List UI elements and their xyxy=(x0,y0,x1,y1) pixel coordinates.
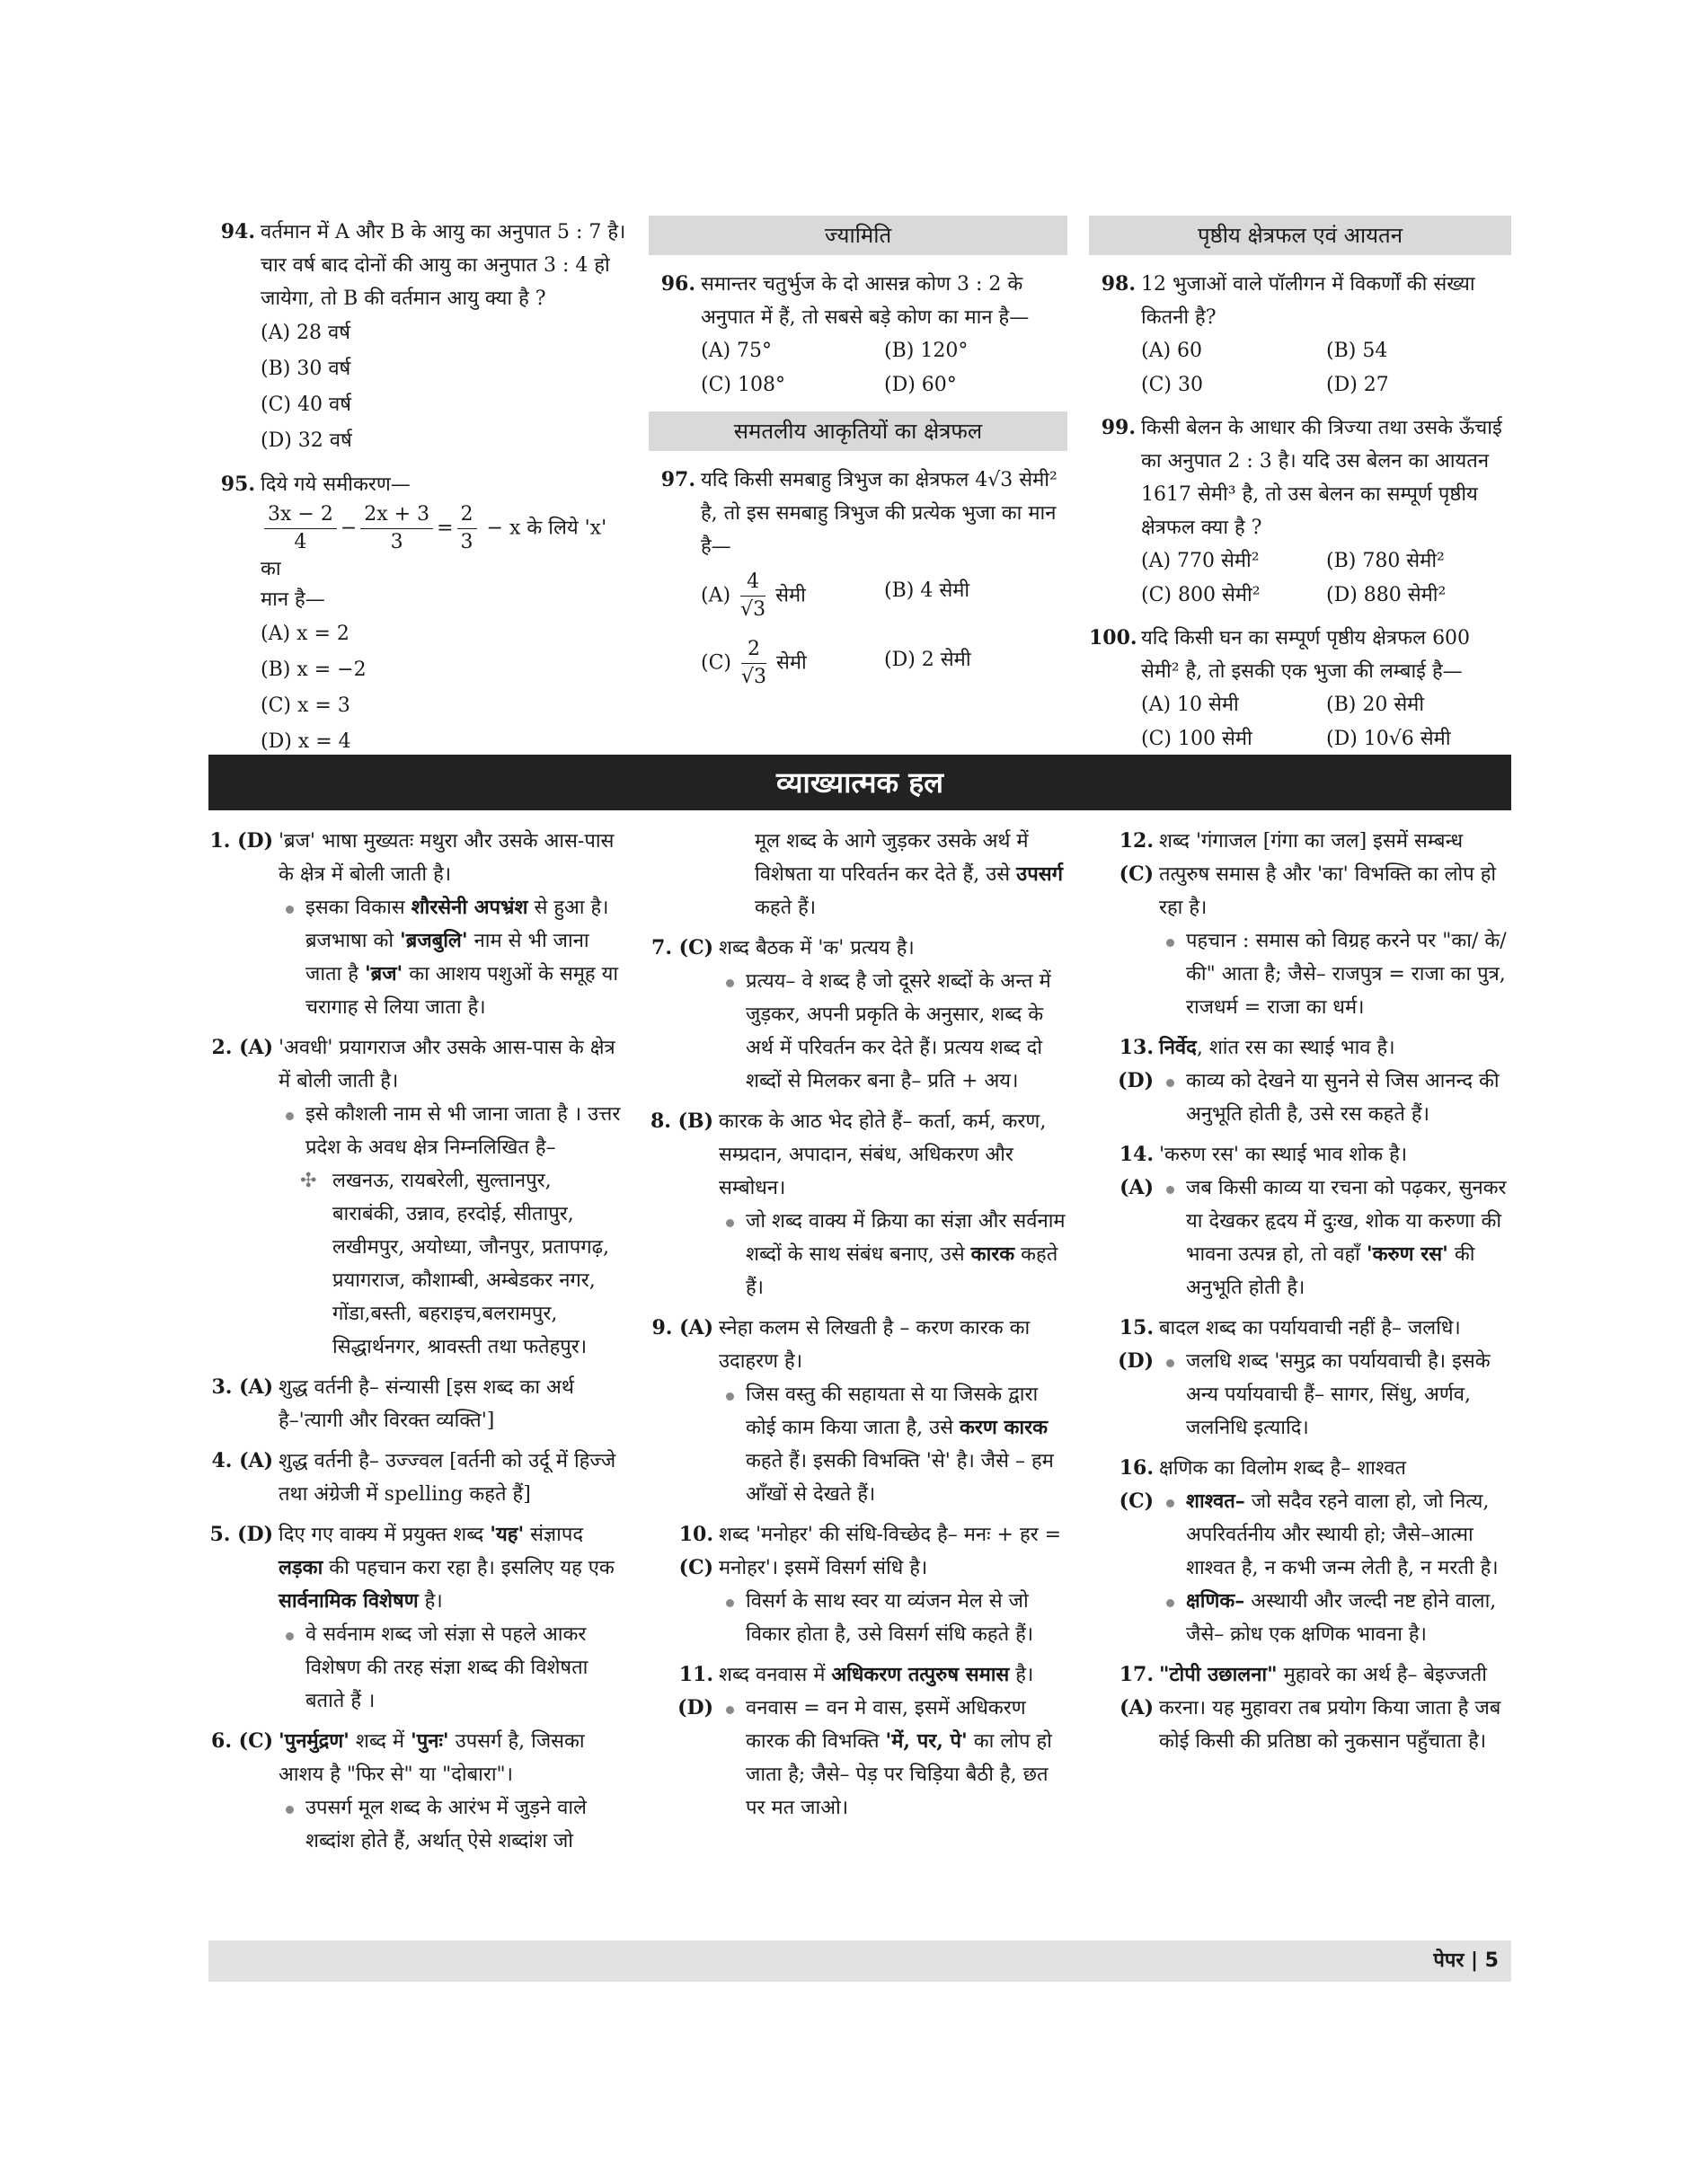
option-d: (D) 10√6 सेमी xyxy=(1326,728,1451,750)
option-c: (C) 108° xyxy=(701,374,785,396)
solution-6: 6. (C) 'पुनर्मुद्रण' शब्द में 'पुनः' उपसर्ग है, जिसका आशय है "फिर से" या "दोबारा"। उपसर्ग मूल शब्द के आरंभ में जुड़ने वाले शब्दांश होते हैं, अर्थात् ऐसे शब्दांश जो xyxy=(211,1729,587,1852)
section-heading-geometry: ज्यामिति xyxy=(649,216,1067,255)
option-a: (A) x = 2 xyxy=(261,623,350,645)
question-99: 99. किसी बेलन के आधार की त्रिज्या तथा उसके ऊँचाई का अनुपात 2 : 3 है। यदि उस बेलन का आयतन 1617 सेमी³ है, तो उस बेलन का सम्पूर्ण पृष्ठीय क्षेत्रफल क्या है ? (A) 770 सेमी² (B) 780 सेमी² (C) 800 सेमी² (D) 880 सेमी² xyxy=(1089,411,1511,613)
bullet-icon xyxy=(1166,1359,1174,1367)
bullet-icon xyxy=(1166,1599,1174,1607)
option-a: (A) 770 सेमी² xyxy=(1141,550,1260,572)
option-d: (D) 880 सेमी² xyxy=(1326,584,1447,606)
solution-5: 5. (D) दिए गए वाक्य में प्रयुक्त शब्द 'यह' संज्ञापद लड़का की पहचान करा रहा है। इसलिए यह एक सार्वनामिक विशेषण है। वे सर्वनाम शब्द जो संज्ञा से पहले आकर विशेषण की तरह संज्ञा शब्द की विशेषता बताते हैं । xyxy=(209,1523,615,1712)
solution-6-continued: मूल शब्द के आगे जुड़कर उसके अर्थ में विशेषता या परिवर्तन कर देते हैं, उसे उपसर्ग कहते हैं। xyxy=(755,830,1063,919)
solution-2: 2. (A) 'अवधी' प्रयागराज और उसके आस-पास के क्षेत्र में बोली जाती है। इसे कौशली नाम से भी जाना जाता है । उत्तर प्रदेश के अवध क्षेत्र निम्नलिखित है– ✣ लखनऊ, रायबरेली, सुल्तानपुर, बाराबंकी, उन्नाव, हरदोई, सीतापुर, लखीमपुर, अयोध्या, जौनपुर, प्रतापगढ़, प्रयागराज, कौशाम्बी, अम्बेडकर नगर, गोंडा,बस्ती, बहराइच,बलरामपुर, सिद्धार्थनगर, श्रावस्ती तथा फतेहपुर। xyxy=(211,1036,621,1358)
option-c: (C) $\frac{2}{√3}$ सेमी xyxy=(701,638,807,688)
bullet-icon xyxy=(726,1706,734,1714)
bullet-icon xyxy=(286,1806,294,1814)
bullet-icon xyxy=(286,1112,294,1120)
option-a: (A) 10 सेमी xyxy=(1141,694,1239,716)
question-100: 100. यदि किसी घन का सम्पूर्ण पृष्ठीय क्षेत्रफल 600 सेमी² है, तो इसकी एक भुजा की लम्बाई है— (A) 10 सेमी (B) 20 सेमी (C) 100 सेमी (D) 10√6 सेमी xyxy=(1089,622,1511,756)
option-c: (C) 800 सेमी² xyxy=(1141,584,1261,606)
question-95: 95. दिये गये समीकरण— $\frac{3x - 2}{4}$ − $\frac{2x + 3}{3}$ = $\frac{2}{3}$ − x के लिये 'x' का मान है— (A) x = 2 (B) x = −2 (C) x = 3 (D) x = 4 xyxy=(208,468,631,760)
question-94: 94. वर्तमान में A और B के आयु का अनुपात 5 : 7 है। चार वर्ष बाद दोनों की आयु का अनुपात 3 : 4 हो जायेगा, तो B की वर्तमान आयु क्या है ? (A) 28 वर्ष (B) 30 वर्ष (C) 40 वर्ष (D) 32 वर्ष xyxy=(208,216,631,459)
option-d: (D) 2 सेमी xyxy=(884,649,971,671)
solution-3: 3. (A) शुद्ध वर्तनी है– संन्यासी [इस शब्द का अर्थ है–'त्यागी और विरक्त व्यक्ति'] xyxy=(211,1375,574,1432)
option-b: (B) 20 सेमी xyxy=(1326,694,1425,716)
bullet-icon xyxy=(286,906,294,914)
question-column-2 xyxy=(649,216,1067,700)
bullet-icon xyxy=(1166,1499,1174,1507)
solution-16: 16. (C) क्षणिक का विलोम शब्द है– शाश्वत शाश्वत– जो सदैव रहने वाला हो, जो नित्य, अपरिवर्तनीय और स्थायी हो; जैसे–आत्मा शाश्वत है, न कभी जन्म लेती है, न मरती है। क्षणिक– अस्थायी और जल्दी नष्ट होने वाला, जैसे– क्रोध एक क्षणिक भावना है। xyxy=(1119,1456,1499,1646)
bullet-icon xyxy=(726,1392,734,1401)
option-d: (D) 60° xyxy=(884,374,957,396)
solution-4: 4. (A) शुद्ध वर्तनी है– उज्ज्वल [वर्तनी को उर्दू में हिज्जे तथा अंग्रेजी में spelling कहते हैं] xyxy=(211,1449,616,1506)
question-96: 96. समान्तर चतुर्भुज के दो आसन्न कोण 3 : 2 के अनुपात में हैं, तो सबसे बड़े कोण का मान है— (A) 75° (B) 120° (C) 108° (D) 60° xyxy=(649,268,1067,402)
solution-7: 7. (C) शब्द बैठक में 'क' प्रत्यय है। प्रत्यय– वे शब्द है जो दूसरे शब्दों के अन्त में जुड़कर, अपनी प्रकृति के अनुसार, शब्द के अर्थ में परिवर्तन कर देते हैं। प्रत्यय शब्द दो शब्दों से मिलकर बना है– प्रति + अय। xyxy=(651,936,1051,1092)
option-b: (B) 120° xyxy=(884,340,969,362)
solution-11: 11. (D) शब्द वनवास में अधिकरण तत्पुरुष समास है। वनवास = वन मे वास, इसमें अधिकरण कारक की विभक्ति 'में, पर, पे' का लोप हो जाता है; जैसे– पेड़ पर चिड़िया बैठी है, छत पर मत जाओ। xyxy=(677,1663,1052,1819)
option-a: (A) 60 xyxy=(1141,340,1203,362)
option-b: (B) 780 सेमी² xyxy=(1326,550,1445,572)
question-column-1 xyxy=(208,216,631,769)
solution-column-2 xyxy=(640,825,1073,1832)
page-number: पेपर | 5 xyxy=(1433,1949,1499,1972)
option-c: (C) x = 3 xyxy=(261,694,350,717)
bullet-icon xyxy=(726,979,734,987)
question-column-3 xyxy=(1089,216,1511,765)
option-d: (D) 27 xyxy=(1326,374,1389,396)
page-footer xyxy=(208,1940,1511,1982)
solution-1: 1. (D) 'ब्रज' भाषा मुख्यतः मथुरा और उसके आस-पास के क्षेत्र में बोली जाती है। इसका विकास शौरसेनी अपभ्रंश से हुआ है। ब्रजभाषा को 'ब्रजबुलि' नाम से भी जाना जाता है 'ब्रज' का आशय पशुओं के समूह या चरागाह से लिया जाता है। xyxy=(209,829,619,1019)
solution-14: 14. (A) 'करुण रस' का स्थाई भाव शोक है। जब किसी काव्य या रचना को पढ़कर, सुनकर या देखकर हृदय में दुःख, शोक या करुणा की भावना उत्पन्न हो, तो वहाँ 'करुण रस' की अनुभूति होती है। xyxy=(1119,1143,1507,1299)
solution-17: 17. (A) "टोपी उछालना" मुहावरे का अर्थ है– बेइज्जती करना। यह मुहावरा तब प्रयोग किया जाता है जब कोई किसी की प्रतिष्ठा को नुकसान पहुँचाता है। xyxy=(1119,1663,1501,1753)
option-c: (C) 100 सेमी xyxy=(1141,728,1252,750)
option-a: (A) $\frac{4}{√3}$ सेमी xyxy=(701,570,806,621)
option-d: (D) x = 4 xyxy=(261,730,351,753)
solution-column-1 xyxy=(199,825,624,1865)
option-c: (C) 40 वर्ष xyxy=(261,393,351,416)
option-b: (B) 54 xyxy=(1326,340,1388,362)
bullet-icon xyxy=(726,1219,734,1227)
solution-15: 15. (D) बादल शब्द का पर्यायवाची नहीं है– जलधि। जलधि शब्द 'समुद्र का पर्यायवाची है। इसके अन्य पर्यायवाची हैं– सागर, सिंधु, अर्णव, जलनिधि इत्यादि। xyxy=(1118,1316,1491,1439)
star-bullet-icon: ✣ xyxy=(300,1170,317,1192)
solution-9: 9. (A) स्नेहा कलम से लिखती है – करण कारक का उदाहरण है। जिस वस्तु की सहायता से या जिसके द्वारा कोई काम किया जाता है, उसे करण कारक कहते हैं। इसकी विभक्ति 'से' है। जैसे – हम आँखों से देखते हैं। xyxy=(651,1316,1054,1506)
option-d: (D) 32 वर्ष xyxy=(261,429,352,452)
question-97: 97. यदि किसी समबाहु त्रिभुज का क्षेत्रफल 4√3 सेमी² है, तो इस समबाहु त्रिभुज की प्रत्येक भुजा का मान है— (A) $\frac{4}{√3}$ सेमी (B) 4 सेमी (C) $\frac{2}{√3}$ सेमी (D) 2 सेमी xyxy=(649,464,1067,691)
equation: $\frac{3x - 2}{4}$ − $\frac{2x + 3}{3}$ = $\frac{2}{3}$ − x के लिये 'x' का xyxy=(261,503,607,580)
option-b: (B) 30 वर्ष xyxy=(261,358,351,380)
solution-column-3 xyxy=(1080,825,1511,1765)
solution-10: 10. (C) शब्द 'मनोहर' की संधि-विच्छेद है– मनः + हर = मनोहर'। इसमें विसर्ग संधि है। विसर्ग के साथ स्वर या व्यंजन मेल से जो विकार होता है, उसे विसर्ग संधि कहते हैं। xyxy=(678,1523,1062,1646)
option-a: (A) 75° xyxy=(701,340,773,362)
bullet-icon xyxy=(726,1599,734,1607)
solutions-title-band: व्याख्यात्मक हल xyxy=(208,755,1511,810)
option-c: (C) 30 xyxy=(1141,374,1203,396)
question-98: 98. 12 भुजाओं वाले पॉलीगन में विकर्णों की संख्या कितनी है? (A) 60 (B) 54 (C) 30 (D) 27 xyxy=(1089,268,1511,402)
bullet-icon xyxy=(1166,1079,1174,1087)
bullet-icon xyxy=(1166,939,1174,947)
section-heading-area: समतलीय आकृतियों का क्षेत्रफल xyxy=(649,411,1067,451)
solution-8: 8. (B) कारक के आठ भेद होते हैं– कर्ता, कर्म, करण, सम्प्रदान, अपादान, संबंध, अधिकरण और सम्बोधन। जो शब्द वाक्य में क्रिया का संज्ञा और सर्वनाम शब्दों के साथ संबंध बनाए, उसे कारक कहते हैं। xyxy=(650,1109,1066,1299)
solution-12: 12. (C) शब्द 'गंगाजल [गंगा का जल] इसमें सम्बन्ध तत्पुरुष समास है और 'का' विभक्ति का लोप हो रहा है। पहचान : समास को विग्रह करने पर "का/ के/की" आता है; जैसे– राजपुत्र = राजा का पुत्र, राजधर्म = राजा का धर्म। xyxy=(1119,829,1507,1019)
option-b: (B) x = −2 xyxy=(261,659,367,681)
option-b: (B) 4 सेमी xyxy=(884,579,970,602)
solution-13: 13. (D) निर्वेद, शांत रस का स्थाई भाव है। काव्य को देखने या सुनने से जिस आनन्द की अनुभूति होती है, उसे रस कहते हैं। xyxy=(1118,1036,1500,1126)
section-heading-surface-area: पृष्ठीय क्षेत्रफल एवं आयतन xyxy=(1089,216,1511,255)
bullet-icon xyxy=(286,1632,294,1640)
bullet-icon xyxy=(1166,1186,1174,1194)
option-a: (A) 28 वर्ष xyxy=(261,322,350,344)
